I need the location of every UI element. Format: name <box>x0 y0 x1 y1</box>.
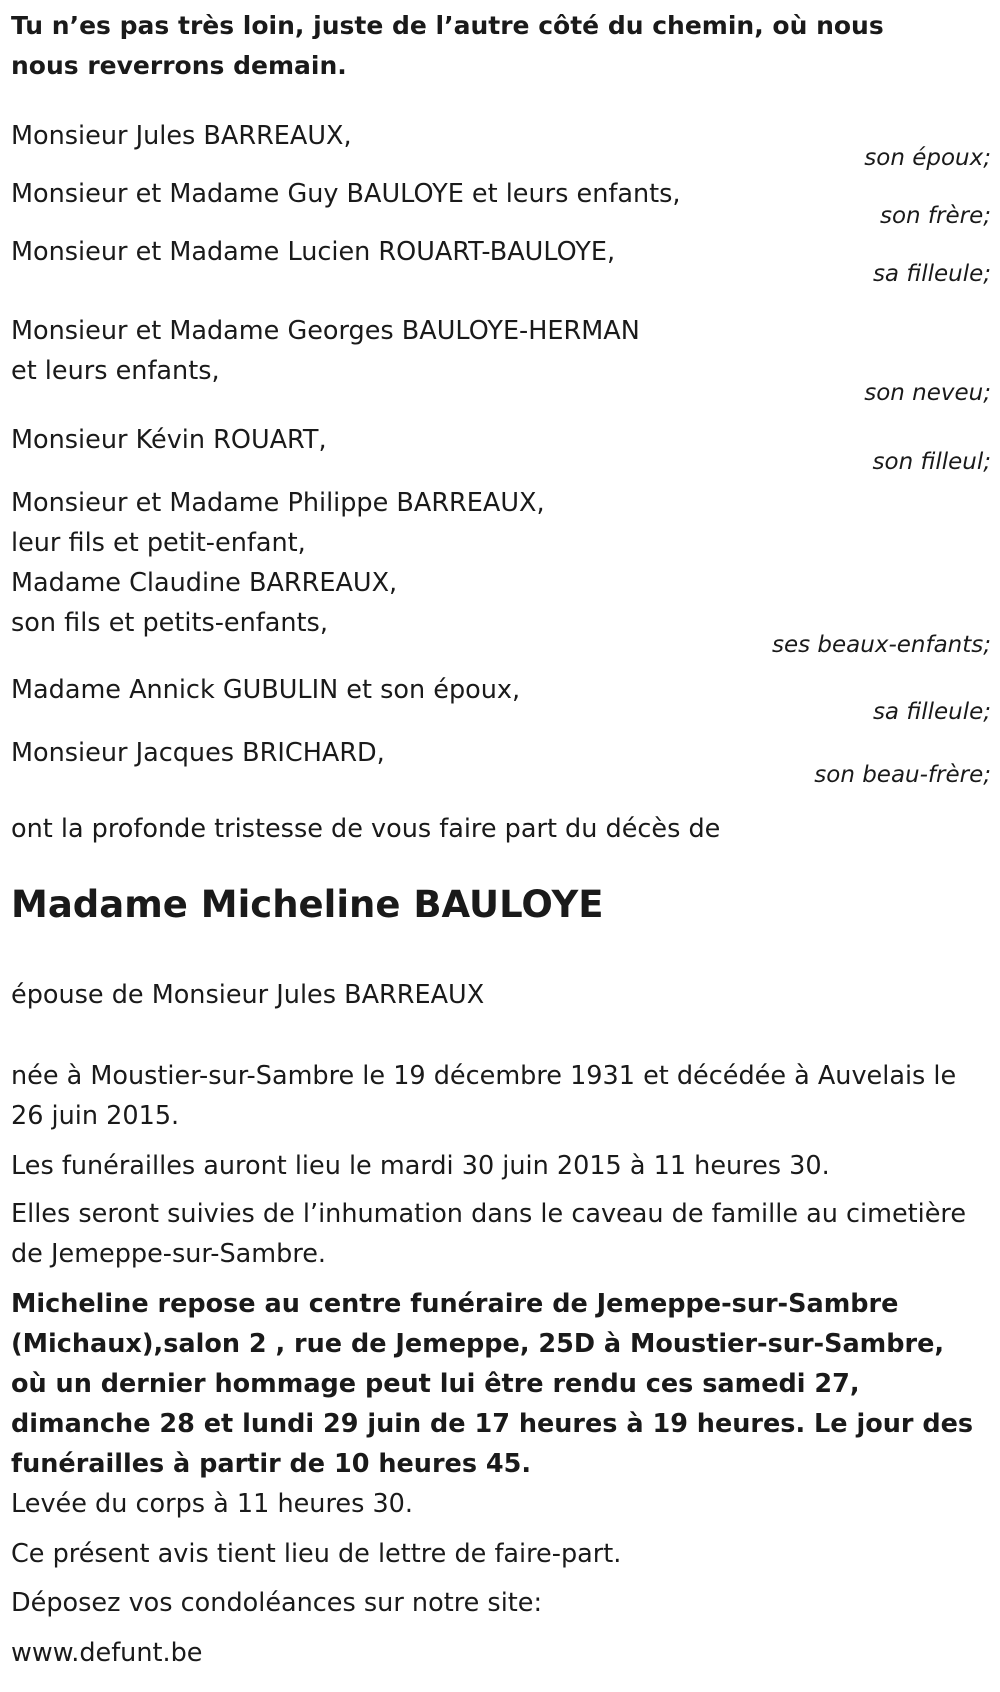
family-relation: son époux; <box>864 145 991 171</box>
family-relation: ses beaux-enfants; <box>771 632 991 658</box>
announcement: ont la profonde tristesse de vous faire part du décès de <box>11 814 721 844</box>
birth-death: née à Moustier-sur-Sambre le 19 décembre 1931 et décédée à Auvelais le 26 juin 2015. <box>11 1061 957 1131</box>
family-line: Monsieur Kévin ROUART, <box>11 425 327 455</box>
family-line: Madame Claudine BARREAUX, <box>11 568 398 598</box>
family-relation: son filleul; <box>872 449 991 475</box>
family-line: Monsieur Jacques BRICHARD, <box>11 738 385 768</box>
levee-info: Levée du corps à 11 heures 30. <box>11 1489 414 1519</box>
family-relation: son frère; <box>879 203 991 229</box>
family-entry <box>11 311 991 411</box>
burial-info: Elles seront suivies de l’inhumation dans le caveau de famille au cimetière de Jemeppe-sur-Sambre. <box>11 1199 967 1269</box>
deceased-name: Madame Micheline BAULOYE <box>11 883 604 926</box>
funeral-info: Les funérailles auront lieu le mardi 30 juin 2015 à 11 heures 30. <box>11 1151 830 1181</box>
website-link[interactable]: www.defunt.be <box>11 1638 203 1668</box>
family-entry <box>11 420 991 482</box>
visitation-info: Micheline repose au centre funéraire de Jemeppe-sur-Sambre (Michaux),salon 2 , rue de Jemeppe, 25D à Moustier-sur-Sambre, où un dernier hommage peut lui être rendu ces samedi 27, dimanche 28 et lundi 29 juin de 17 heures à 19 heures. Le jour des funérailles à partir de 10 heures 45. <box>11 1289 974 1479</box>
family-entry <box>11 232 991 294</box>
family-line: Monsieur et Madame Guy BAULOYE et leurs enfants, <box>11 179 681 209</box>
family-line: et leurs enfants, <box>11 356 220 386</box>
family-entry <box>11 670 991 732</box>
opening-quote: Tu n’es pas très loin, juste de l’autre côté du chemin, où nous nous reverrons demain. <box>11 11 884 80</box>
family-line: Monsieur et Madame Philippe BARREAUX, <box>11 488 545 518</box>
family-entry <box>11 174 991 236</box>
family-line: Monsieur Jules BARREAUX, <box>11 121 352 151</box>
family-line: son fils et petits-enfants, <box>11 608 328 638</box>
family-line: leur fils et petit-enfant, <box>11 528 306 558</box>
obituary-notice <box>11 0 991 1692</box>
notice-info: Ce présent avis tient lieu de lettre de faire-part. <box>11 1539 622 1569</box>
family-entry <box>11 116 991 178</box>
spouse-line: épouse de Monsieur Jules BARREAUX <box>11 980 485 1010</box>
family-relation: sa filleule; <box>872 699 991 725</box>
family-entry <box>11 733 991 795</box>
family-entry <box>11 483 991 663</box>
family-line: Madame Annick GUBULIN et son époux, <box>11 675 521 705</box>
family-line: Monsieur et Madame Lucien ROUART-BAULOYE, <box>11 237 616 267</box>
family-relation: son neveu; <box>864 380 991 406</box>
family-relation: sa filleule; <box>872 261 991 287</box>
condolences-info: Déposez vos condoléances sur notre site: <box>11 1588 543 1618</box>
family-line: Monsieur et Madame Georges BAULOYE-HERMAN <box>11 316 640 346</box>
family-relation: son beau-frère; <box>814 762 991 788</box>
